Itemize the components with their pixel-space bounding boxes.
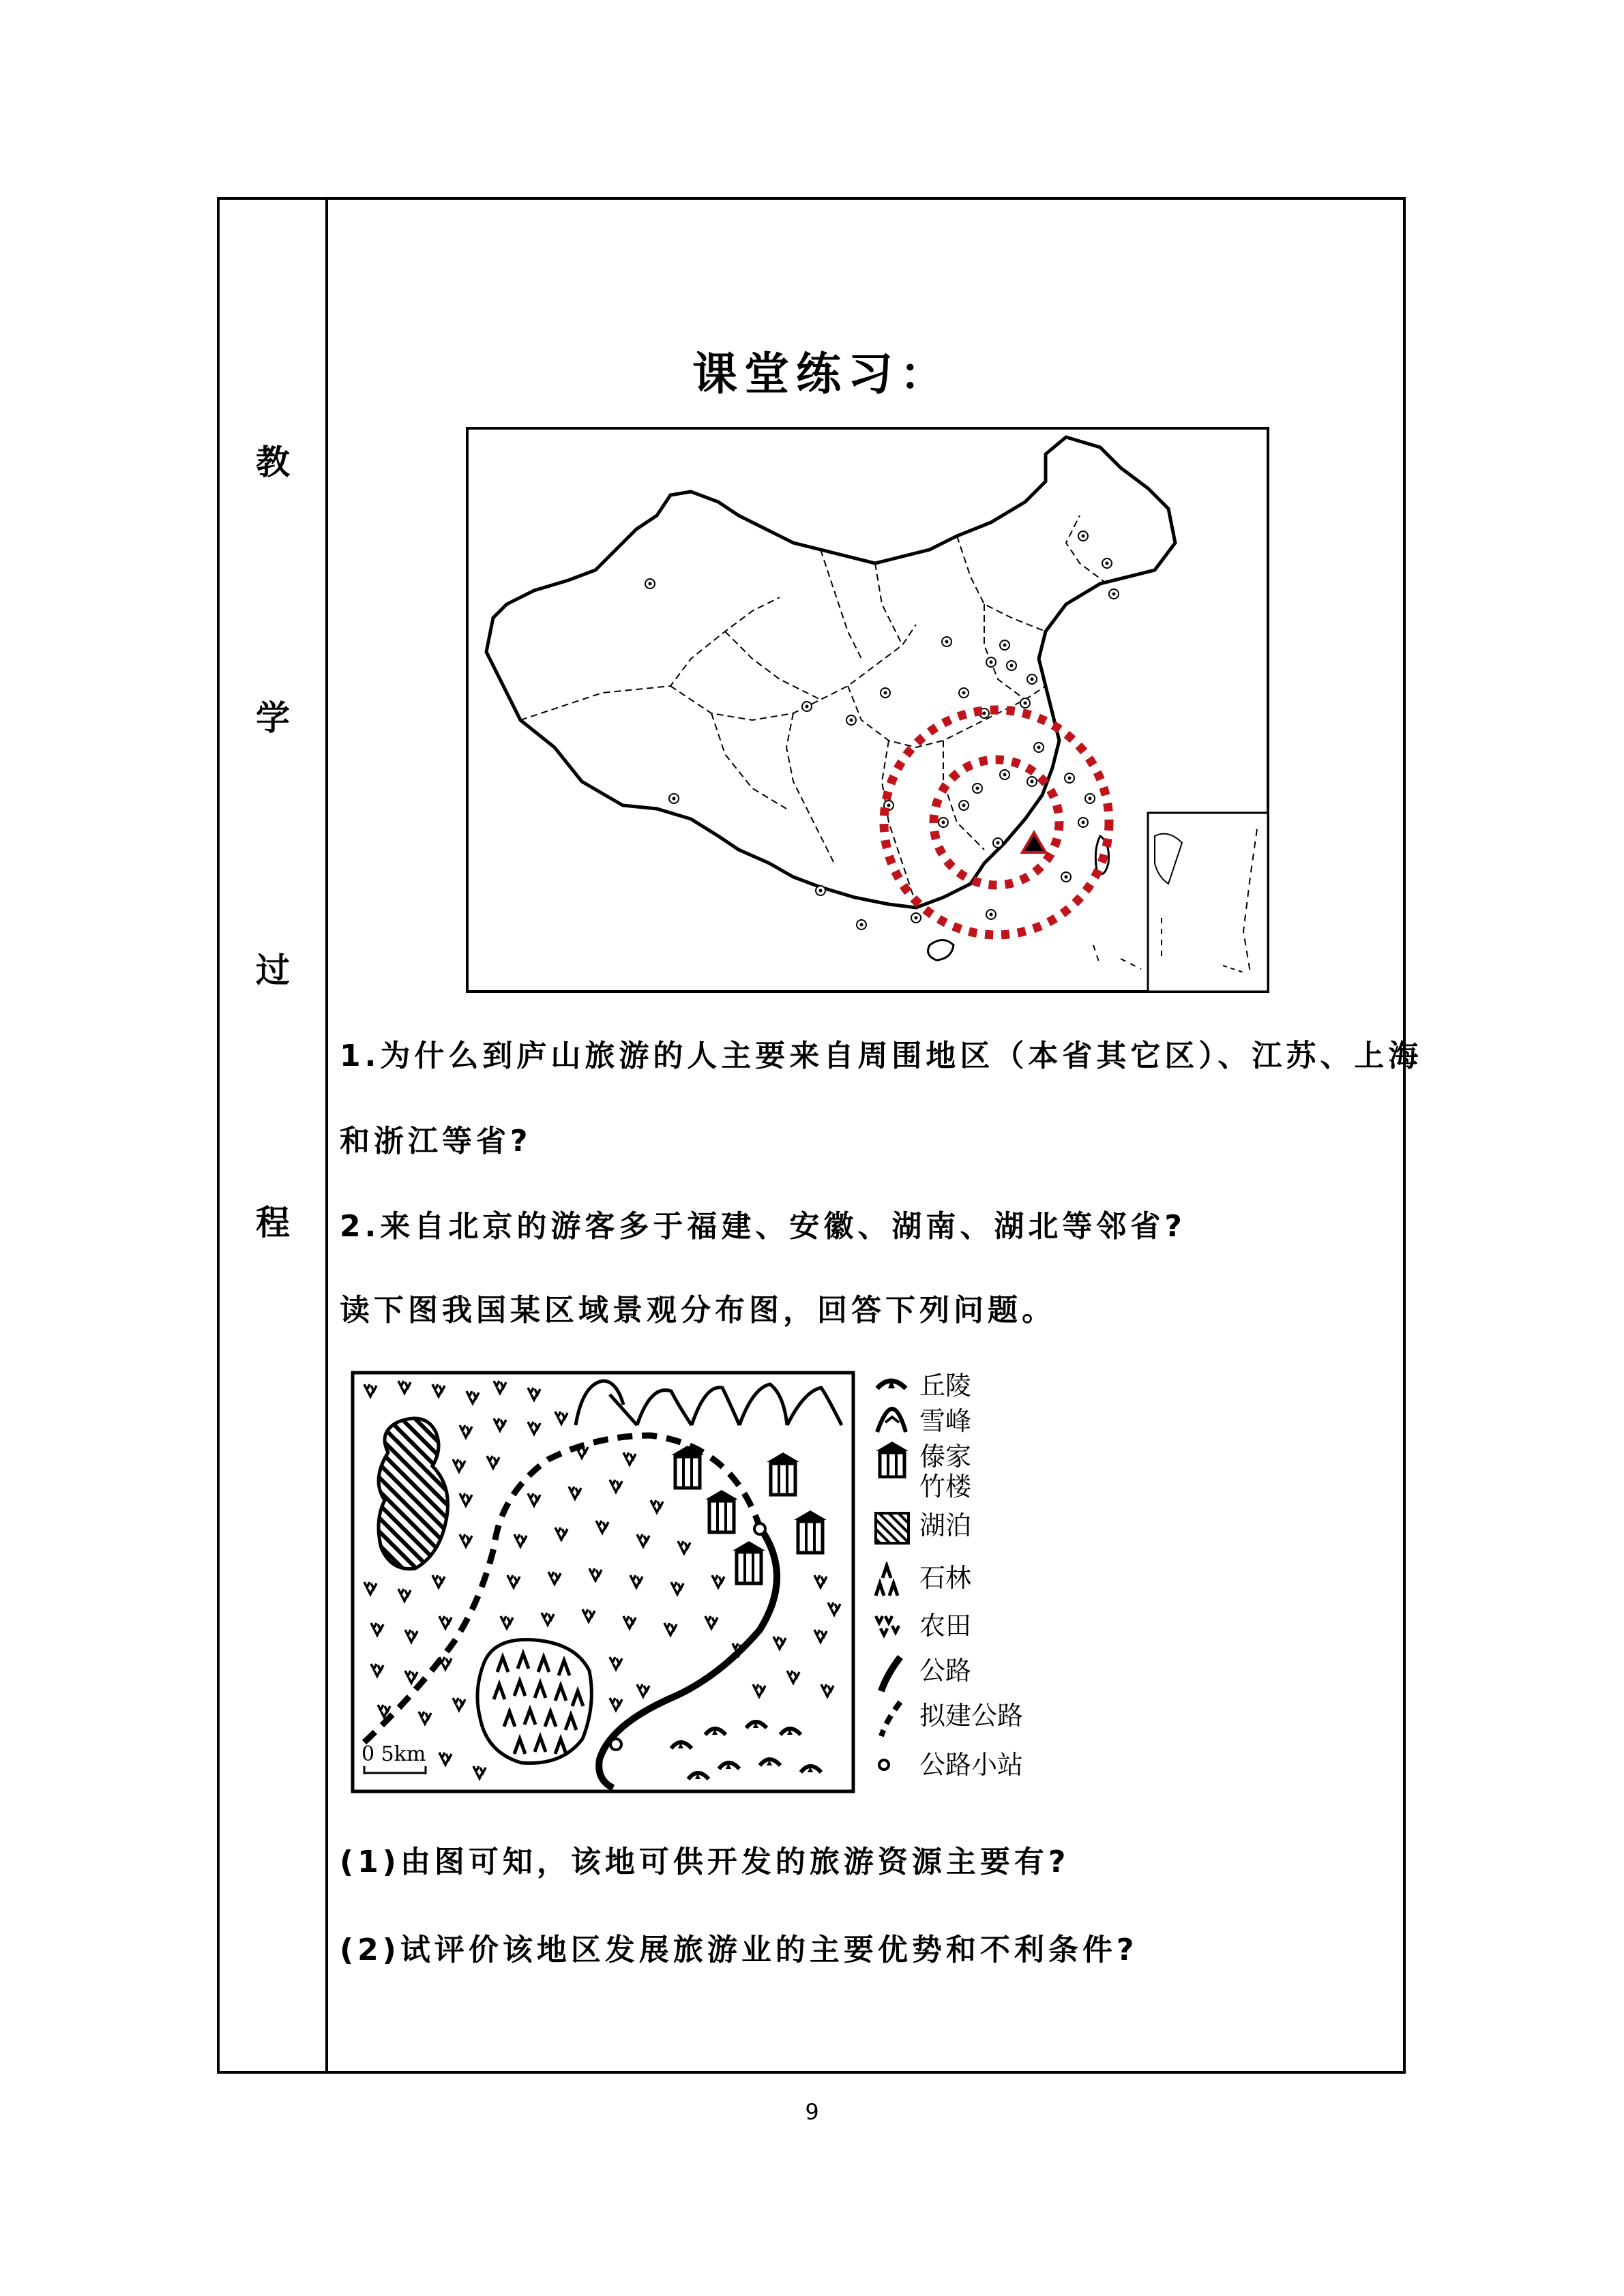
legend-item — [873, 1369, 1050, 1410]
road-icon — [873, 1654, 911, 1693]
road-station — [754, 1523, 765, 1534]
legend-label: 公路 — [919, 1656, 972, 1686]
legend-item — [873, 1405, 1050, 1446]
legend-label: 公路小站 — [919, 1750, 1024, 1780]
snow-peak-icon — [873, 1405, 911, 1443]
legend-label: 傣家 — [919, 1442, 972, 1472]
side-label-char-1: 教 — [256, 443, 290, 482]
scale-label: 0 5km — [361, 1742, 426, 1766]
legend-item — [873, 1699, 1050, 1740]
legend-label: 雪峰 — [919, 1406, 972, 1436]
scenery-map — [351, 1371, 855, 1793]
sub-question-1: (1)由图可知，该地可供开发的旅游资源主要有? — [340, 1845, 1070, 1879]
planned-road-icon — [873, 1699, 911, 1738]
sub-question-2: (2)试评价该地区发展旅游业的主要优势和不利条件? — [340, 1933, 1138, 1967]
legend-item — [873, 1748, 1050, 1789]
legend-label: 农田 — [919, 1611, 972, 1641]
stone-forest-icon — [873, 1562, 911, 1600]
legend-item — [873, 1562, 1050, 1602]
road-station — [610, 1739, 621, 1750]
side-label-char-4: 程 — [256, 1203, 290, 1242]
scenery-legend — [873, 1369, 1050, 1792]
legend-item — [873, 1509, 1050, 1550]
legend-item — [873, 1470, 1050, 1511]
south-china-sea-inset — [1148, 813, 1268, 992]
legend-label: 拟建公路 — [919, 1701, 1024, 1731]
column-divider — [325, 200, 328, 2071]
lake — [379, 1418, 448, 1569]
legend-label: 竹楼 — [919, 1472, 972, 1502]
page-number: 9 — [805, 2099, 819, 2125]
hill-icon — [873, 1369, 911, 1407]
legend-label: 石林 — [919, 1563, 972, 1593]
lake-icon — [873, 1509, 911, 1547]
side-label-char-3: 过 — [256, 951, 290, 990]
side-label-char-2: 学 — [256, 698, 290, 738]
china-map — [466, 427, 1269, 993]
farmland-icon — [873, 1609, 911, 1648]
legend-item — [873, 1609, 1050, 1650]
legend-label: 丘陵 — [919, 1371, 972, 1401]
legend-item — [873, 1654, 1050, 1695]
legend-label: 湖泊 — [919, 1510, 972, 1540]
question-1-line-1: 1.为什么到庐山旅游的人主要来自周围地区（本省其它区）、江苏、上海 — [340, 1039, 1423, 1073]
page-title: 课堂练习： — [692, 348, 951, 400]
question-2: 2.来自北京的游客多于福建、安徽、湖南、湖北等邻省? — [340, 1209, 1186, 1244]
instruction-text: 读下图我国某区域景观分布图，回答下列问题。 — [340, 1293, 1056, 1328]
road-station-icon — [873, 1748, 911, 1787]
question-1-line-2: 和浙江等省? — [340, 1124, 532, 1159]
